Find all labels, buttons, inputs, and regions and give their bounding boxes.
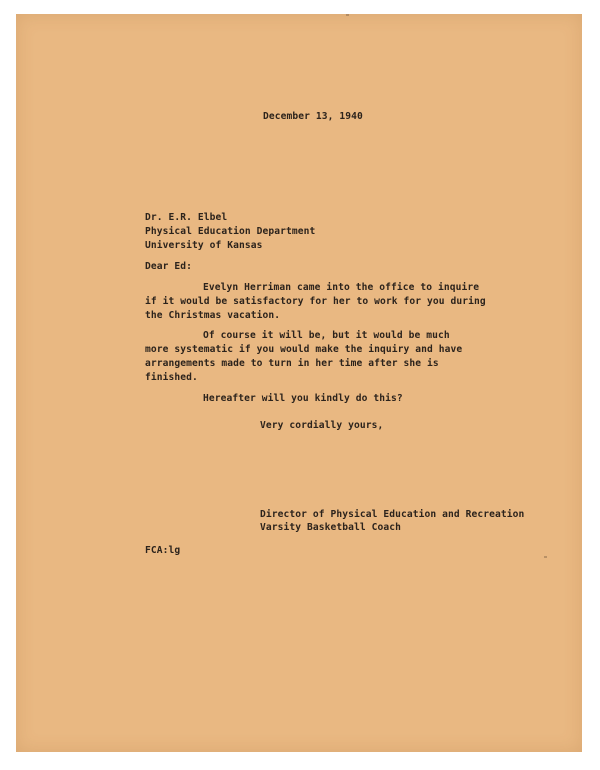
paragraph-1-line-3: the Christmas vacation.: [145, 310, 281, 321]
paragraph-2-line-1: Of course it will be, but it would be much: [203, 330, 450, 341]
typist-initials: FCA:lg: [145, 545, 181, 556]
signature-title-line-1: Director of Physical Education and Recreation: [260, 509, 525, 520]
paragraph-1-line-2: if it would be satisfactory for her to work for you during: [145, 296, 486, 307]
letter-date: December 13, 1940: [263, 111, 363, 122]
paragraph-2-line-4: finished.: [145, 372, 198, 383]
paper-speck: [544, 556, 547, 558]
recipient-name: Dr. E.R. Elbel: [145, 212, 228, 223]
paragraph-1-line-1: Evelyn Herriman came into the office to inquire: [203, 282, 480, 293]
paper-speck: [346, 14, 349, 16]
paragraph-2-line-3: arrangements made to turn in her time after she is: [145, 358, 439, 369]
closing: Very cordially yours,: [260, 420, 384, 431]
paragraph-3: Hereafter will you kindly do this?: [203, 393, 403, 404]
letter-page: [16, 14, 582, 752]
salutation: Dear Ed:: [145, 261, 193, 272]
signature-title-line-2: Varsity Basketball Coach: [260, 522, 402, 533]
paragraph-2-line-2: more systematic if you would make the inquiry and have: [145, 344, 463, 355]
recipient-institution: University of Kansas: [145, 240, 263, 251]
recipient-department: Physical Education Department: [145, 226, 316, 237]
